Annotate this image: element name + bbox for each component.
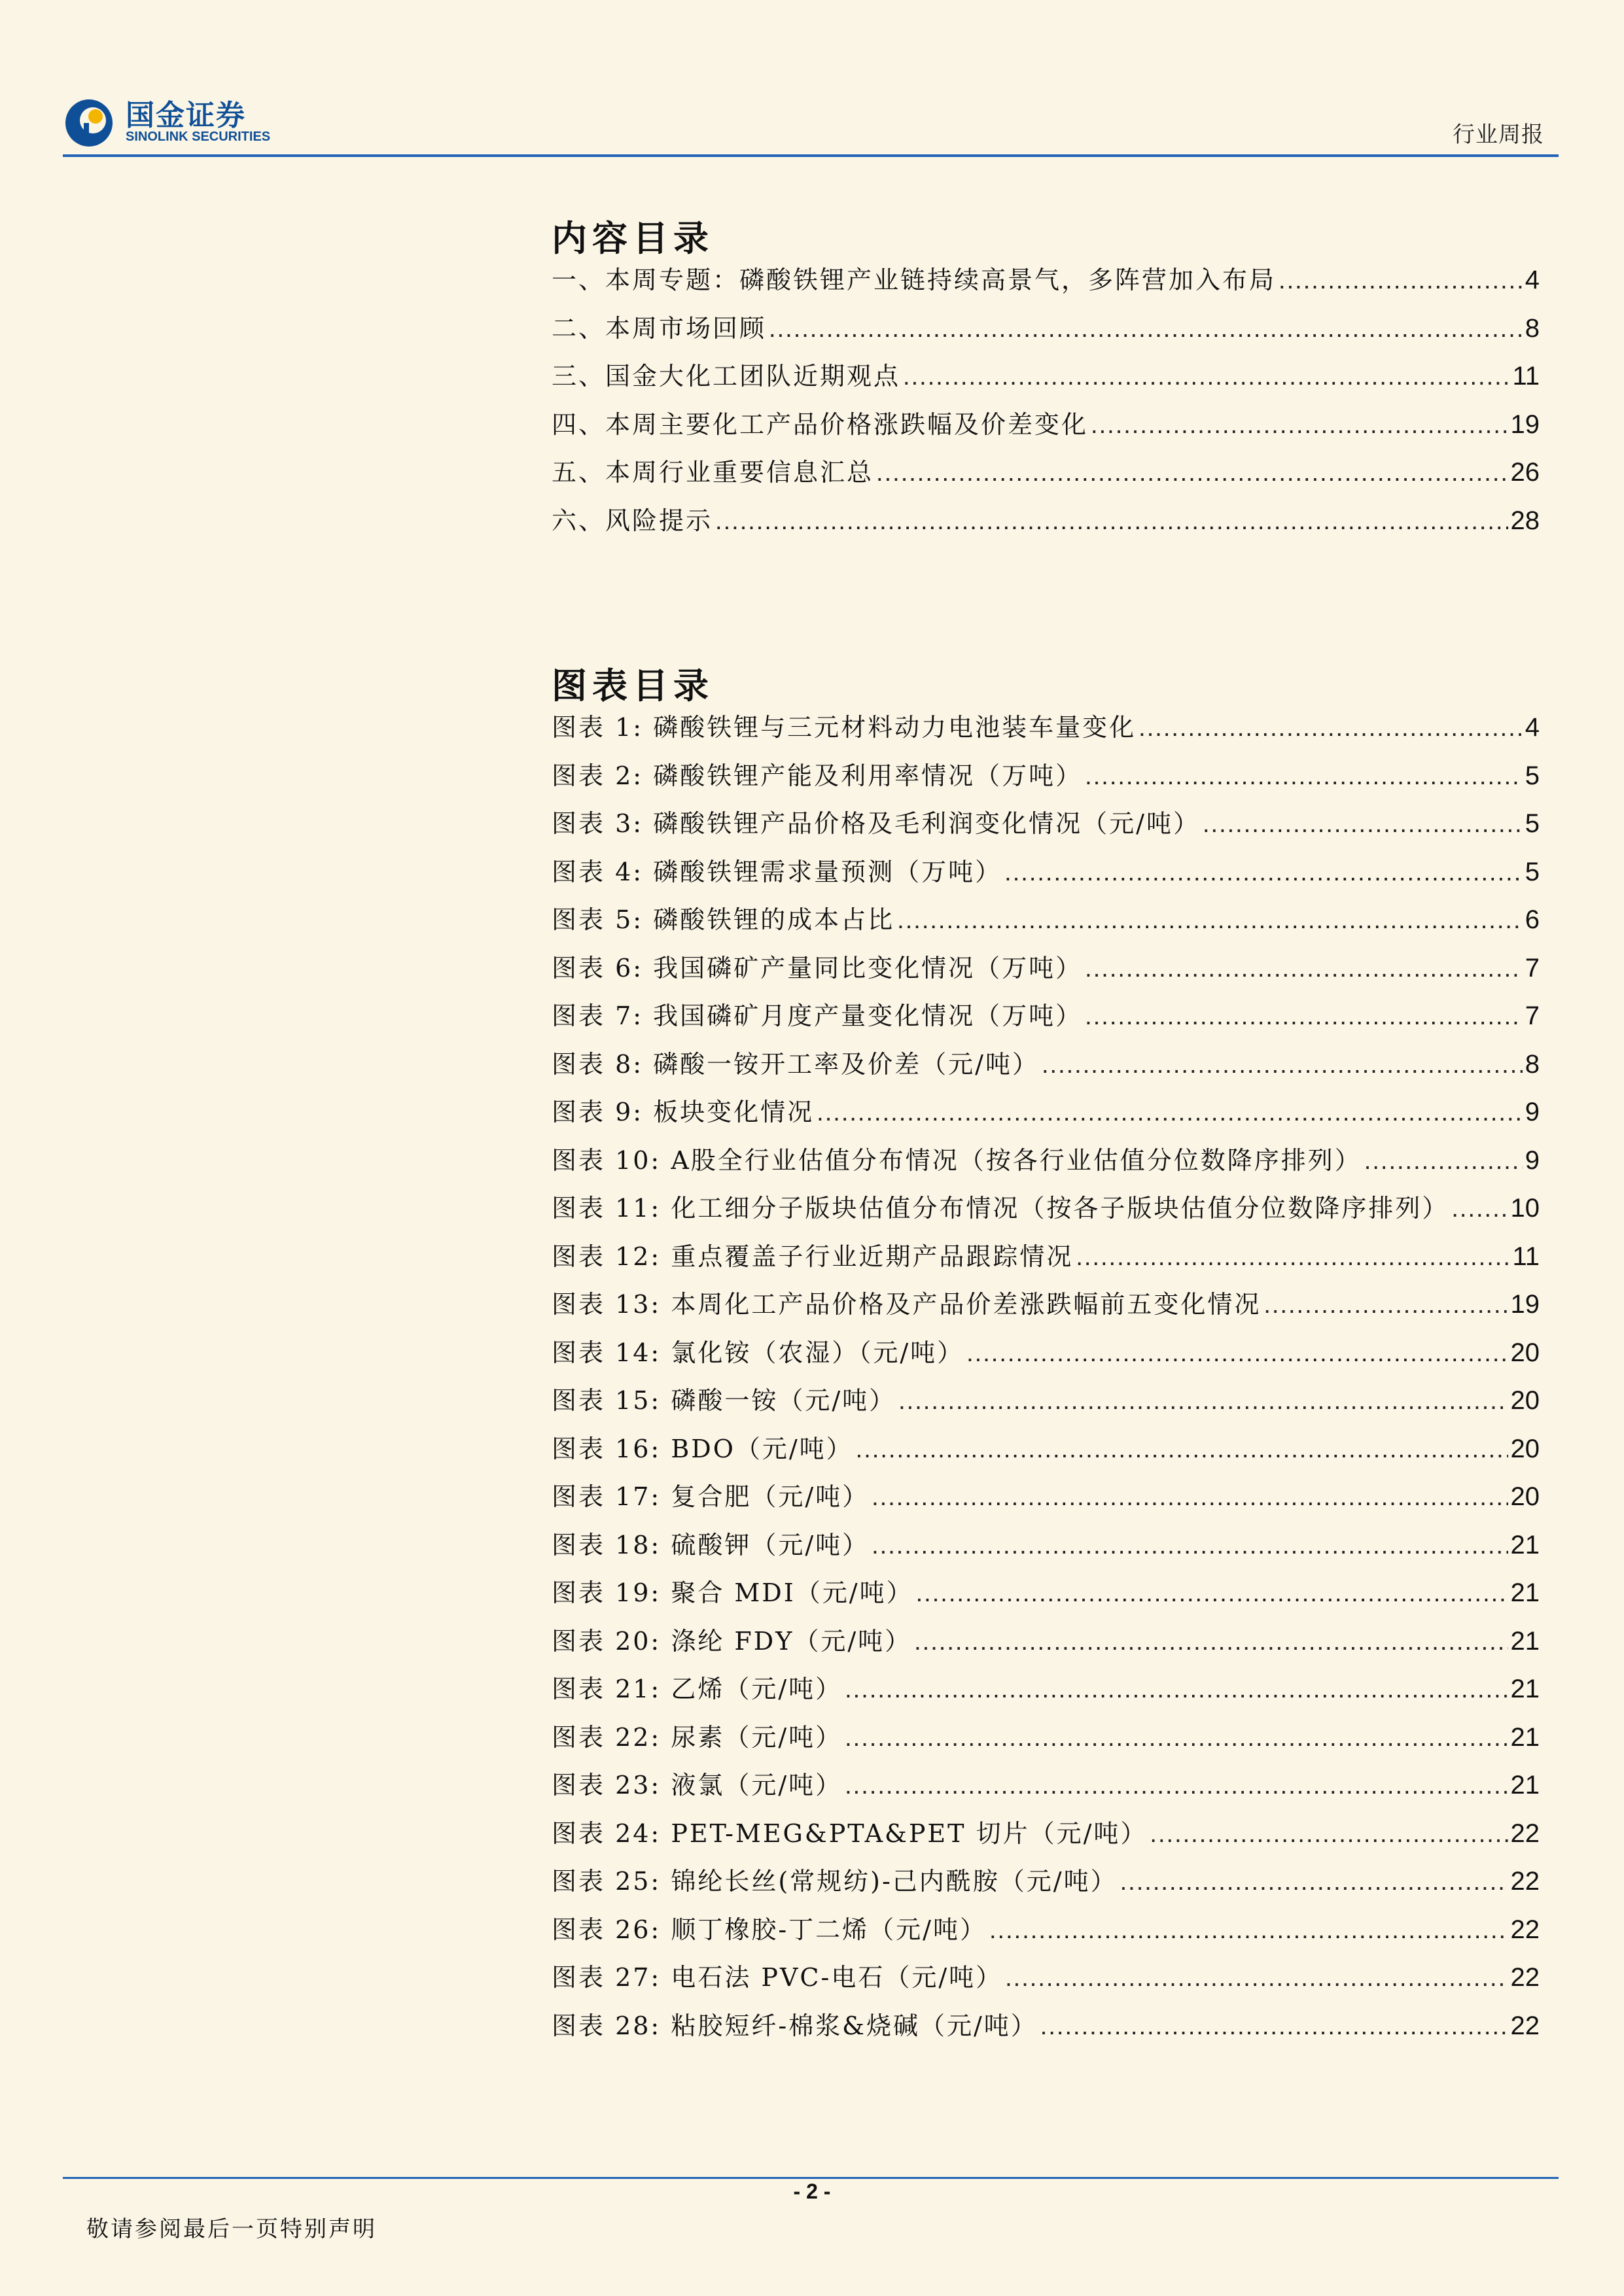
- dot-leader: [1139, 704, 1523, 753]
- figure-entry-page: 21: [1510, 1530, 1540, 1559]
- figure-entry-label: 图表 4: 磷酸铁锂需求量预测（万吨）: [552, 857, 1002, 886]
- logo-chinese-name: 国金证券: [126, 99, 246, 132]
- figure-entry[interactable]: [552, 1185, 1540, 1233]
- contents-entry-label: 六、风险提示: [552, 506, 713, 535]
- figure-entry-label: 图表 6: 我国磷矿产量同比变化情况（万吨）: [552, 953, 1083, 983]
- figure-entry-page: 20: [1510, 1386, 1540, 1415]
- dot-leader: [1203, 801, 1523, 849]
- dot-leader: [769, 305, 1523, 354]
- contents-entry[interactable]: [552, 305, 1540, 353]
- dot-leader: [845, 1714, 1508, 1763]
- page-header: [63, 92, 1559, 157]
- figure-entry[interactable]: [552, 1665, 1540, 1714]
- figure-entry[interactable]: [552, 1377, 1540, 1425]
- dot-leader: [1279, 257, 1523, 305]
- figure-entry-label: 图表 22: 尿素（元/吨）: [552, 1722, 843, 1752]
- figure-entry-page: 5: [1525, 857, 1540, 886]
- dot-leader: [1364, 1138, 1523, 1186]
- contents-section: [552, 211, 1540, 545]
- figure-entry[interactable]: [552, 1762, 1540, 1810]
- figure-entry[interactable]: [552, 1618, 1540, 1666]
- figure-entry-page: 8: [1525, 1049, 1540, 1079]
- figure-entry-label: 图表 21: 乙烯（元/吨）: [552, 1675, 843, 1703]
- figure-entry[interactable]: [552, 992, 1540, 1041]
- contents-entry[interactable]: [552, 497, 1540, 546]
- dot-leader: [989, 1907, 1508, 1955]
- figure-entry-label: 图表 16: BDO（元/吨）: [552, 1434, 853, 1463]
- figure-entry-label: 图表 26: 顺丁橡胶-丁二烯（元/吨）: [552, 1915, 987, 1944]
- figure-entry-page: 9: [1525, 1098, 1540, 1126]
- figure-entry[interactable]: [552, 1137, 1540, 1185]
- figure-entry[interactable]: [552, 752, 1540, 801]
- figure-entry[interactable]: [552, 1041, 1540, 1089]
- dot-leader: [817, 1089, 1523, 1138]
- contents-entry[interactable]: [552, 449, 1540, 497]
- figure-entry-label: 图表 17: 复合肥（元/吨）: [552, 1482, 870, 1511]
- figure-entry[interactable]: [552, 1858, 1540, 1906]
- figure-entry-page: 21: [1510, 1675, 1540, 1703]
- dot-leader: [876, 449, 1508, 498]
- figures-title: 图表目录: [552, 665, 714, 706]
- contents-entry-page: 26: [1510, 458, 1540, 487]
- dot-leader: [1085, 945, 1523, 994]
- dot-leader: [1005, 1955, 1508, 2003]
- figure-entry[interactable]: [552, 1522, 1540, 1570]
- contents-title: 内容目录: [552, 217, 714, 259]
- contents-entry-label: 五、本周行业重要信息汇总: [552, 458, 874, 487]
- figure-entry-label: 图表 12: 重点覆盖子行业近期产品跟踪情况: [552, 1242, 1074, 1271]
- figure-entry[interactable]: [552, 1281, 1540, 1329]
- dot-leader: [1042, 1041, 1523, 1090]
- dot-leader: [1150, 1811, 1508, 1859]
- figure-entry[interactable]: [552, 848, 1540, 897]
- figure-entry-label: 图表 28: 粘胶短纤-棉浆&烧碱（元/吨）: [552, 2011, 1038, 2040]
- dot-leader: [715, 498, 1508, 546]
- contents-entry-page: 11: [1512, 362, 1540, 391]
- figure-entry-page: 21: [1510, 1626, 1540, 1656]
- figures-section: [552, 658, 1540, 2050]
- dot-leader: [1451, 1185, 1508, 1234]
- dot-leader: [1040, 2003, 1508, 2051]
- figure-entry[interactable]: [552, 1810, 1540, 1858]
- dot-leader: [872, 1474, 1508, 1522]
- figure-entry[interactable]: [552, 2002, 1540, 2051]
- report-type: 行业周报: [1453, 122, 1544, 148]
- logo-english-name: SINOLINK SECURITIES: [126, 130, 271, 144]
- dot-leader: [1091, 402, 1508, 450]
- contents-entry-page: 4: [1525, 266, 1540, 294]
- figure-entry[interactable]: [552, 1233, 1540, 1281]
- dot-leader: [914, 1618, 1508, 1667]
- figure-entry-page: 22: [1510, 2011, 1540, 2040]
- figure-entry-label: 图表 13: 本周化工产品价格及产品价差涨跌幅前五变化情况: [552, 1290, 1262, 1319]
- figure-entry-label: 图表 2: 磷酸铁锂产能及利用率情况（万吨）: [552, 761, 1083, 790]
- figure-entry-page: 10: [1510, 1194, 1540, 1223]
- contents-entry[interactable]: [552, 256, 1540, 305]
- figure-entry-label: 图表 19: 聚合 MDI（元/吨）: [552, 1578, 913, 1607]
- dot-leader: [916, 1570, 1508, 1618]
- figure-entry-page: 5: [1525, 761, 1540, 790]
- dot-leader: [872, 1522, 1508, 1571]
- figure-entry[interactable]: [552, 1425, 1540, 1474]
- contents-entry-page: 28: [1510, 506, 1540, 535]
- figure-entry-page: 4: [1525, 713, 1540, 742]
- figure-entry-page: 21: [1510, 1722, 1540, 1752]
- figure-entry-label: 图表 27: 电石法 PVC-电石（元/吨）: [552, 1963, 1003, 1992]
- figure-entry-page: 20: [1510, 1338, 1540, 1367]
- figure-entry-label: 图表 3: 磷酸铁锂产品价格及毛利润变化情况（元/吨）: [552, 809, 1200, 838]
- figure-entry-label: 图表 7: 我国磷矿月度产量变化情况（万吨）: [552, 1001, 1083, 1030]
- contents-entry[interactable]: [552, 401, 1540, 449]
- figure-entry[interactable]: [552, 1473, 1540, 1522]
- figure-entry-page: 20: [1510, 1434, 1540, 1463]
- contents-entry-page: 8: [1525, 313, 1540, 343]
- figure-entry[interactable]: [552, 800, 1540, 848]
- figure-entry[interactable]: [552, 1569, 1540, 1618]
- figure-entry-page: 5: [1525, 809, 1540, 838]
- dot-leader: [1263, 1281, 1508, 1330]
- company-logo: [63, 92, 298, 150]
- figure-entry-label: 图表 14: 氯化铵（农湿）（元/吨）: [552, 1338, 964, 1367]
- figure-entry-label: 图表 24: PET-MEG&PTA&PET 切片（元/吨）: [552, 1818, 1148, 1848]
- contents-entry-label: 四、本周主要化工产品价格涨跌幅及价差变化: [552, 409, 1089, 439]
- figure-entry-label: 图表 20: 涤纶 FDY（元/吨）: [552, 1626, 912, 1656]
- dot-leader: [897, 897, 1523, 945]
- figure-entry-page: 19: [1510, 1290, 1540, 1319]
- dot-leader: [1076, 1234, 1509, 1282]
- footer-disclaimer: 敬请参阅最后一页特别声明: [86, 2216, 377, 2242]
- figure-entry-page: 22: [1510, 1867, 1540, 1896]
- figure-entry[interactable]: [552, 1714, 1540, 1762]
- figure-entry-page: 21: [1510, 1578, 1540, 1607]
- dot-leader: [1120, 1858, 1508, 1907]
- figure-entry-label: 图表 1: 磷酸铁锂与三元材料动力电池装车量变化: [552, 713, 1137, 742]
- figure-entry[interactable]: [552, 896, 1540, 945]
- figure-entry-label: 图表 5: 磷酸铁锂的成本占比: [552, 905, 895, 934]
- figure-entry-label: 图表 9: 板块变化情况: [552, 1098, 815, 1126]
- dot-leader: [898, 1378, 1508, 1426]
- contents-entry-page: 19: [1510, 409, 1540, 439]
- figure-entry-label: 图表 18: 硫酸钾（元/吨）: [552, 1530, 870, 1559]
- dot-leader: [1004, 849, 1523, 897]
- figure-entry-label: 图表 11: 化工细分子版块估值分布情况（按各子版块估值分位数降序排列）: [552, 1194, 1449, 1223]
- dot-leader: [845, 1762, 1508, 1811]
- figure-entry[interactable]: [552, 1088, 1540, 1137]
- contents-list: [552, 256, 1540, 545]
- figure-entry-label: 图表 8: 磷酸一铵开工率及价差（元/吨）: [552, 1049, 1039, 1079]
- dot-leader: [1085, 753, 1523, 801]
- contents-entry[interactable]: [552, 353, 1540, 401]
- contents-entry-label: 一、本周专题：磷酸铁锂产业链持续高景气，多阵营加入布局: [552, 266, 1277, 294]
- dot-leader: [1085, 993, 1523, 1041]
- figure-entry[interactable]: [552, 1954, 1540, 2002]
- dot-leader: [903, 353, 1509, 402]
- figure-entry-label: 图表 23: 液氯（元/吨）: [552, 1771, 843, 1800]
- contents-entry-label: 三、国金大化工团队近期观点: [552, 362, 901, 391]
- figure-entry[interactable]: [552, 1906, 1540, 1955]
- figures-list: [552, 704, 1540, 2050]
- figure-entry-page: 7: [1525, 1001, 1540, 1030]
- figure-entry[interactable]: [552, 945, 1540, 993]
- dot-leader: [845, 1666, 1508, 1714]
- contents-entry-label: 二、本周市场回顾: [552, 313, 767, 343]
- figure-entry-page: 21: [1510, 1771, 1540, 1800]
- figure-entry-page: 9: [1525, 1145, 1540, 1175]
- figure-entry[interactable]: [552, 704, 1540, 752]
- dot-leader: [966, 1330, 1508, 1378]
- sinolink-logo-icon: [63, 97, 115, 149]
- figure-entry-page: 6: [1525, 905, 1540, 934]
- figure-entry-page: 20: [1510, 1482, 1540, 1511]
- figure-entry[interactable]: [552, 1329, 1540, 1378]
- figure-entry-page: 11: [1512, 1242, 1540, 1271]
- figure-entry-label: 图表 10: A股全行业估值分布情况（按各行业估值分位数降序排列）: [552, 1145, 1362, 1175]
- figure-entry-page: 22: [1510, 1818, 1540, 1848]
- figure-entry-page: 7: [1525, 953, 1540, 983]
- page-number: - 2 -: [793, 2180, 831, 2203]
- figure-entry-page: 22: [1510, 1963, 1540, 1992]
- header-divider: [63, 154, 1559, 157]
- figure-entry-label: 图表 25: 锦纶长丝(常规纺)-己内酰胺（元/吨）: [552, 1867, 1118, 1896]
- dot-leader: [856, 1426, 1508, 1474]
- footer-divider: [63, 2177, 1559, 2179]
- figure-entry-label: 图表 15: 磷酸一铵（元/吨）: [552, 1386, 896, 1415]
- figure-entry-page: 22: [1510, 1915, 1540, 1944]
